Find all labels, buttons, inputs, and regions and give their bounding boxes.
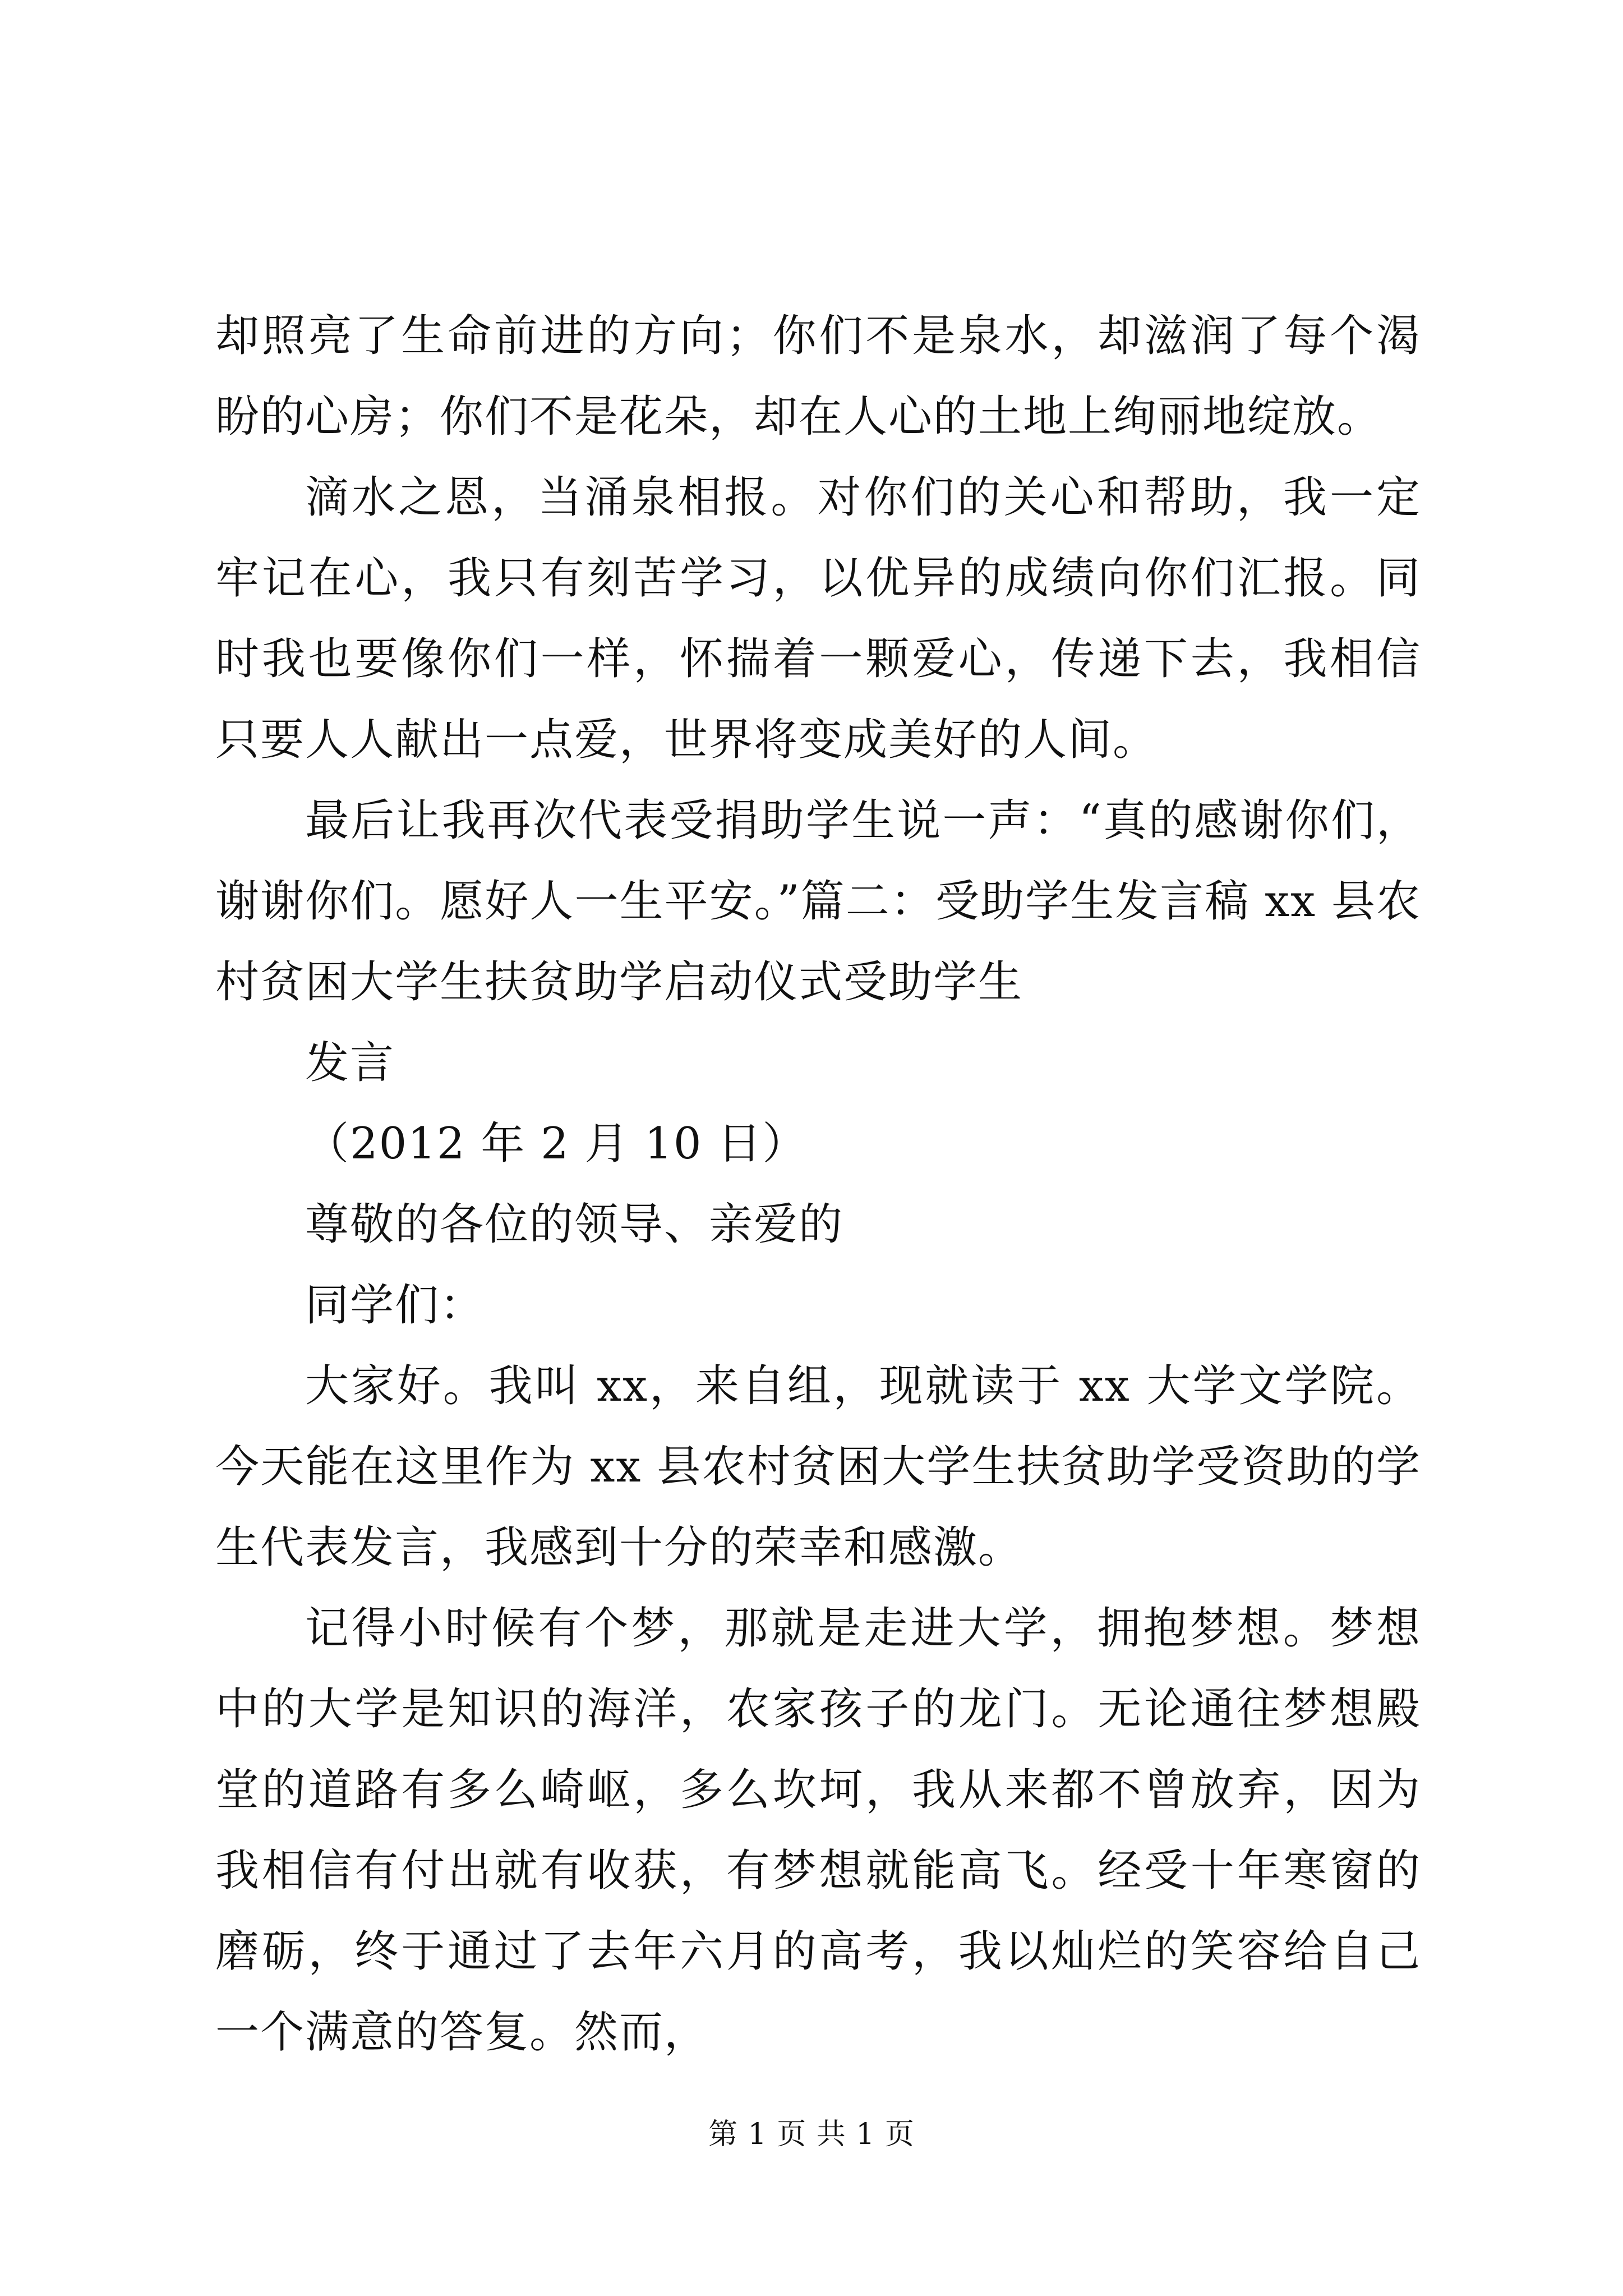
page-footer: 第 1 页 共 1 页 (708, 2118, 915, 2151)
paragraph-5: （2012 年 2 月 10 日） (305, 1119, 808, 1169)
paragraph-4: 发言 (305, 1038, 395, 1088)
paragraph-9: 记得小时候有个梦，那就是走进大学，拥抱梦想。梦想中的大学是知识的海洋，农家孩子的龙门。无论通往梦想殿堂的道路有多么崎岖，多么坎坷，我从来都不曾放弃，因为我相信有付出就有收获，有梦想就能高飞。经受十年寒窗的磨砺，终于通过了去年六月的高考，我以灿烂的笑容给自己一个满意的答复。然而， (215, 1603, 1421, 2058)
paragraph-1: 却照亮了生命前进的方向；你们不是泉水，却滋润了每个渴盼的心房；你们不是花朵，却在人心的土地上绚丽地绽放。 (215, 311, 1421, 442)
paragraph-6: 尊敬的各位的领导、亲爱的 (305, 1199, 844, 1250)
paragraph-3: 最后让我再次代表受捐助学生说一声：“真的感谢你们，谢谢你们。愿好人一生平安。”篇二：受助学生发言稿 xx 县农村贫困大学生扶贫助学启动仪式受助学生 (215, 795, 1421, 1007)
paragraph-2: 滴水之恩，当涌泉相报。对你们的关心和帮助，我一定牢记在心，我只有刻苦学习，以优异的成绩向你们汇报。同时我也要像你们一样，怀揣着一颗爱心，传递下去，我相信只要人人献出一点爱，世界将变成美好的人间。 (215, 472, 1421, 765)
paragraph-8: 大家好。我叫 xx，来自组，现就读于 xx 大学文学院。今天能在这里作为 xx 县农村贫困大学生扶贫助学受资助的学生代表发言，我感到十分的荣幸和感激。 (215, 1361, 1421, 1573)
document-body (215, 296, 1421, 2073)
paragraph-7: 同学们： (305, 1280, 485, 1331)
